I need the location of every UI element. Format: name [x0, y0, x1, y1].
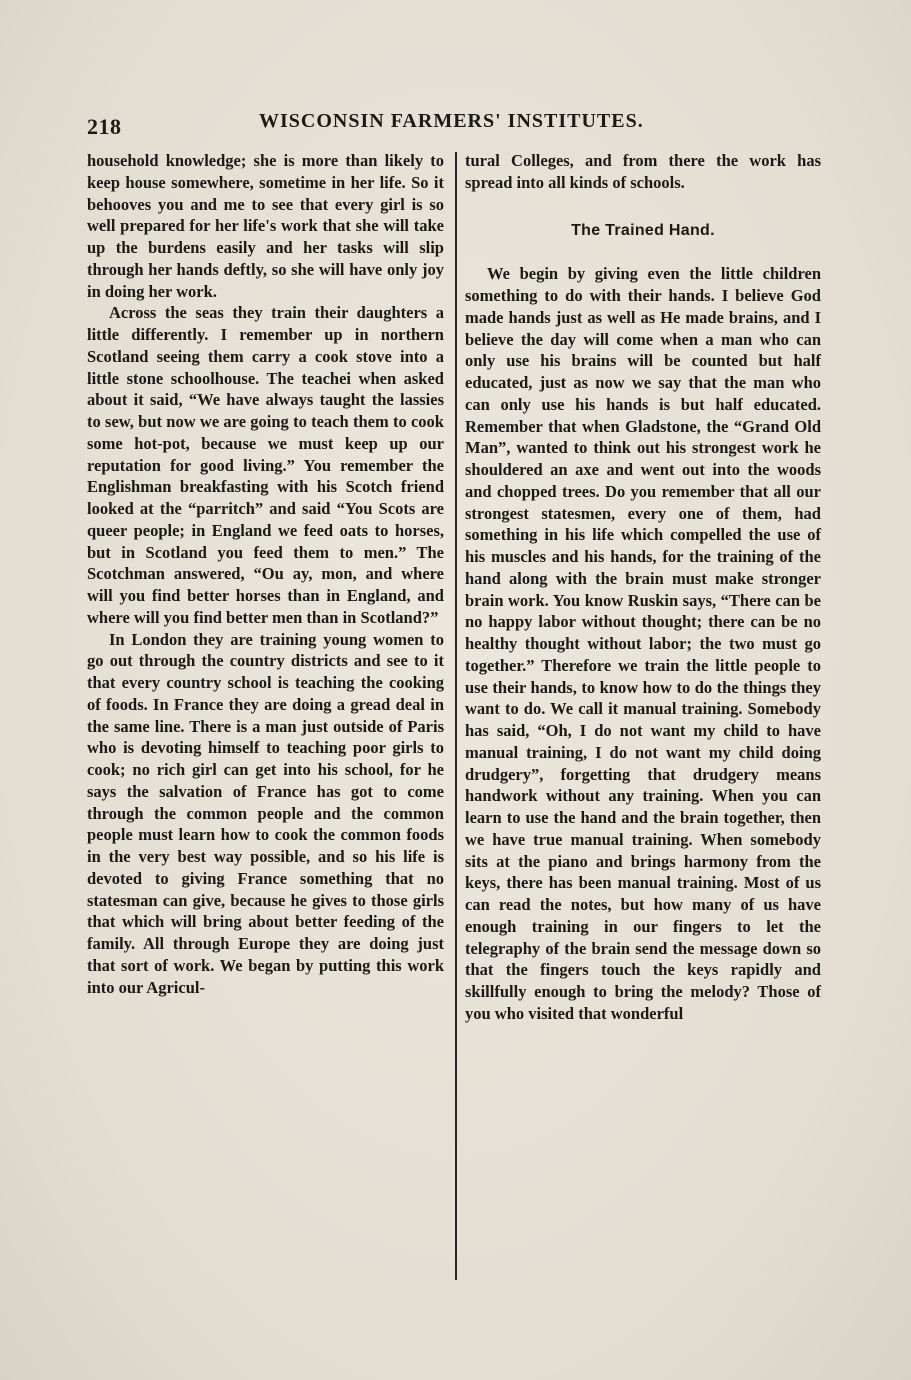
page-header	[87, 104, 827, 144]
page-number: 218	[87, 114, 122, 139]
paragraph: We begin by giving even the little children something to do with their hands. I believe God made hands just as well as He made brains, and I believe the day will come when a man who can only use his brains will be counted but half educated, just as now we say that the man who can only use his hands is but half educated. Remember that when Gladstone, the “Grand Old Man”, wanted to think out his strongest work he shouldered an axe and went out into the woods and chopped trees. Do you remember that all our strongest statesmen, every one of them, had something in his life which compelled the use of his muscles and his hands, for the training of the hand along with the brain must make stronger brain work. You know Ruskin says, “There can be no happy labor without thought; there can be no healthy thought without labor; the two must go together.” Therefore we train the little people to use their hands, to know how to do the things they want to do. We call it manual training. Somebody has said, “Oh, I do not want my child to have manual training, I do not want my child doing drudgery”, forgetting that drudgery means handwork without any training. When you can learn to use the hand and the brain together, then we have true manual training. When somebody sits at the piano and brings harmony from the keys, there has been manual training. Most of us can read the notes, but how many of us have enough training in our fingers to let the telegraphy of the brain send the message down so that the fingers touch the keys rapidly and skillfully enough to bring the melody? Those of you who visited that wonderful	[465, 264, 821, 1023]
paragraph: tural Colleges, and from there the work has spread into all kinds of schools.	[465, 151, 821, 192]
paragraph: In London they are training young women to go out through the country districts and see to it that every country school is teaching the cooking of foods. In France they are doing a gread deal in the same line. There is a man just outside of Paris who is devoting himself to teaching poor girls to cook; no rich girl can get into his school, for he says the salvation of France has got to come through the common people and the common people must learn how to cook the common foods in the very best way possible, and so his life is devoted to giving France something that no statesman can give, because he gives to those girls that which will bring about better feeding of the family. All through Europe they are doing just that sort of work. We began by putting this work into our Agricul-	[87, 629, 444, 997]
section-heading: The Trained Hand.	[571, 221, 715, 239]
paragraph: household knowledge; she is more than likely to keep house somewhere, sometime in her life. So it behooves you and me to see that every girl is so well prepared for her life's work that she will take up the burdens easily and her tasks will slip through her hands deftly, so she will have only joy in doing her work.	[87, 151, 444, 301]
left-column	[87, 150, 444, 998]
column-divider	[455, 152, 457, 1280]
right-column	[465, 150, 821, 1025]
paragraph: Across the seas they train their daughters a little differently. I remember up in northern Scotland seeing them carry a cook stove into a little stone schoolhouse. The teachei when asked about it said, “We have always taught the lassies to sew, but now we are going to teach them to cook some hot-pot, because we must keep up our reputation for good living.” You remember the Englishman breakfasting with his Scotch friend looked at the “parritch” and said “You Scots are queer people; in England we feed oats to horses, but in Scotland you feed them to men.” The Scotchman answered, “Ou ay, mon, and where will you find better horses than in England, and where will you find better men than in Scotland?”	[87, 303, 444, 627]
running-head: WISCONSIN FARMERS' INSTITUTES.	[259, 110, 644, 132]
